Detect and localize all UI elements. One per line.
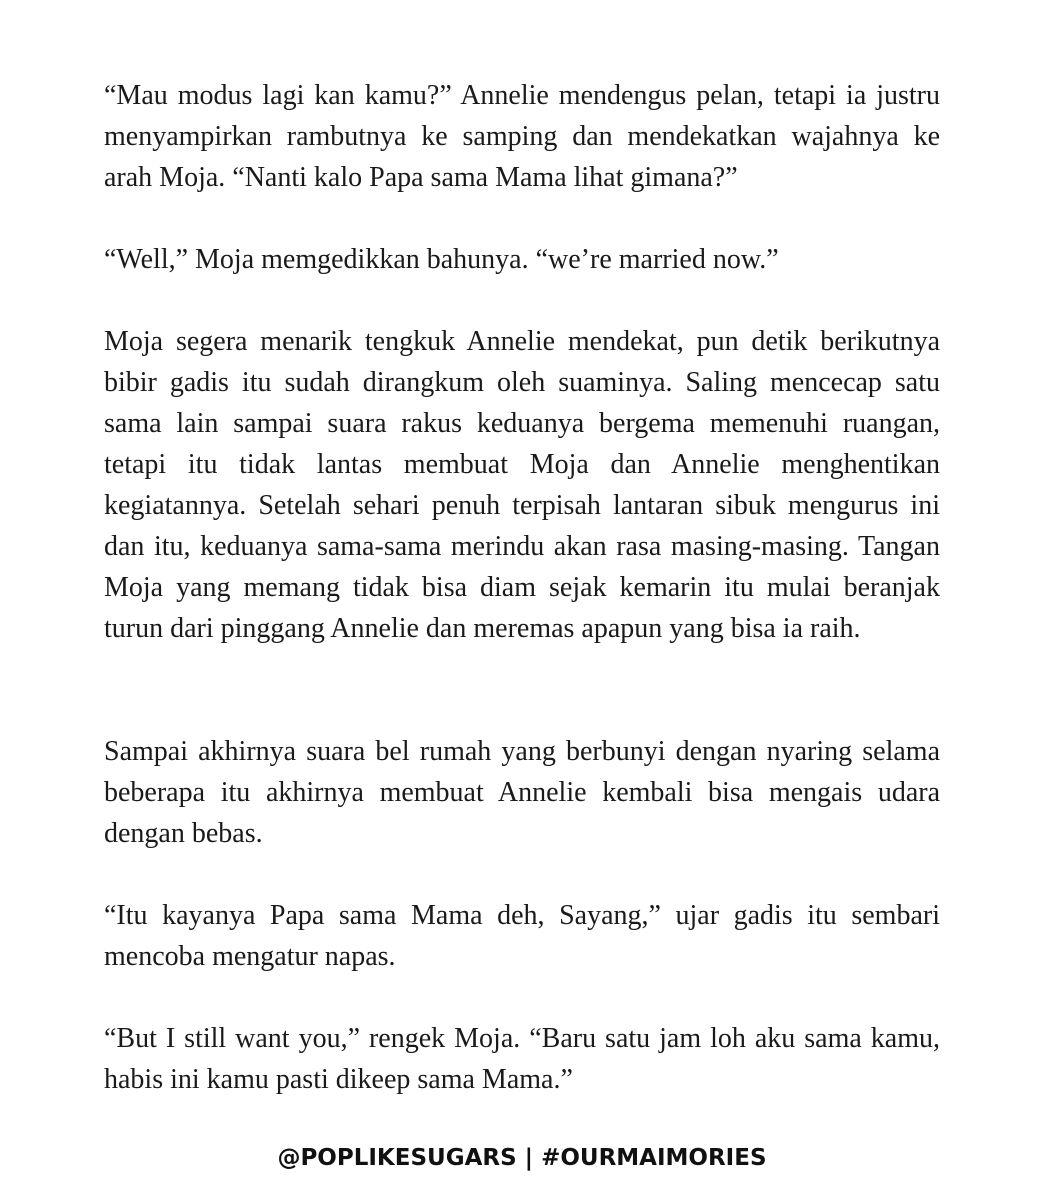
story-paragraph-4: Sampai akhirnya suara bel rumah yang berbunyi dengan nyaring selama beberapa itu akhirnya membuat Annelie kembali bisa mengais udara dengan bebas. [104,736,940,849]
story-paragraph-3: Moja segera menarik tengkuk Annelie mendekat, pun detik berikutnya bibir gadis itu sudah dirangkum oleh suaminya. Saling mencecap satu sama lain sampai suara rakus keduanya bergema memenuhi ruangan, tetapi itu tidak lantas membuat Moja dan Annelie menghentikan kegiatannya. Setelah sehari penuh terpisah lantaran sibuk mengurus ini dan itu, keduanya sama-sama merindu akan rasa masing-masing. Tangan Moja yang memang tidak bisa diam sejak kemarin itu mulai beranjak turun dari pinggang Annelie dan meremas apapun yang bisa ia raih. [104,326,940,644]
story-page [104,0,940,1200]
story-paragraph-6: “But I still want you,” rengek Moja. “Baru satu jam loh aku sama kamu, habis ini kamu pasti dikeep sama Mama.” [104,1023,940,1095]
author-credit: @POPLIKESUGARS | #OURMAIMORIES [277,1145,767,1171]
story-paragraph-2: “Well,” Moja memgedikkan bahunya. “we’re married now.” [104,244,779,275]
story-paragraph-1: “Mau modus lagi kan kamu?” Annelie mendengus pelan, tetapi ia justru menyampirkan rambutnya ke samping dan mendekatkan wajahnya ke arah Moja. “Nanti kalo Papa sama Mama lihat gimana?” [104,80,940,193]
story-paragraph-5: “Itu kayanya Papa sama Mama deh, Sayang,” ujar gadis itu sembari mencoba mengatur napas. [104,900,940,972]
